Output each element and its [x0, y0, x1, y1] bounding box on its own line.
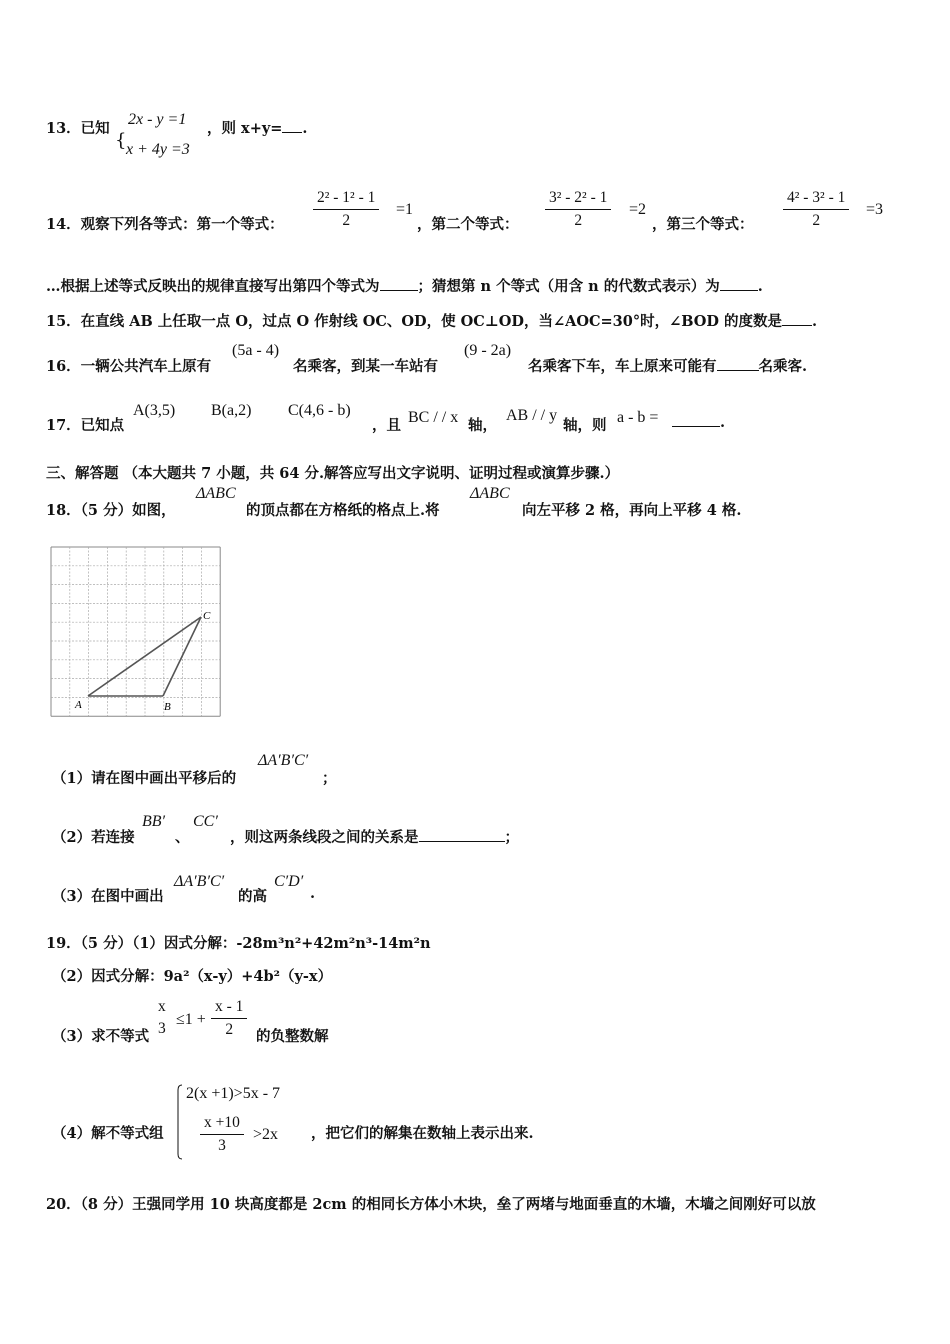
- q19-sys1: 2(x +1)>5x - 7: [186, 1085, 281, 1102]
- q19-sys2-fraction: $\frac{x +10}{3}$: [200, 1112, 244, 1157]
- triangle-abc: ΔABC: [196, 485, 236, 502]
- answer-blank[interactable]: [720, 278, 758, 291]
- question-20: 20．（8 分）王强同学用 10 块高度都是 2cm 的相同长方体小木块，垒了两堵与地面垂直的木墙，木墙之间刚好可以放: [46, 1196, 816, 1213]
- system-brace: {: [115, 130, 127, 151]
- q14-mid1: ，第二个等式：: [417, 216, 519, 233]
- q14-value-1: =1: [396, 201, 414, 218]
- q17-prefix: 17．已知点: [46, 417, 125, 434]
- q14-fraction-2: $\frac{\text{3² - 2² - 1}}{2}$: [545, 187, 611, 232]
- question-15: 15．在直线 AB 上任取一点 O，过点 O 作射线 OC、OD，使 OC⊥OD，当∠AOC=30°时，∠BOD 的度数是 .: [46, 313, 818, 330]
- point-a: A(3,5): [133, 402, 176, 419]
- q18-sub3: （3）在图中画出: [52, 888, 164, 905]
- bc-parallel-x: BC / / x: [408, 409, 459, 426]
- q18-sub2-sep: 、: [175, 829, 190, 846]
- q17-expr: a - b =: [617, 409, 659, 426]
- triangle-abc-2: ΔABC: [470, 485, 510, 502]
- section-heading: 三、解答题 （本大题共 7 小题，共 64 分.解答应写出文字说明、证明过程或演算步骤.）: [46, 465, 620, 482]
- q19-sys2-rhs: >2x: [253, 1126, 279, 1143]
- q19-line4-prefix: （4）解不等式组: [52, 1125, 164, 1142]
- q18-sub1-end: ；: [322, 770, 337, 787]
- q17-axis2: 轴，则: [563, 417, 607, 434]
- answer-blank[interactable]: [672, 414, 720, 427]
- q17-answer: .: [672, 414, 725, 431]
- q17-mid: ，且: [372, 417, 401, 434]
- q19-le: ≤1 +: [176, 1011, 206, 1028]
- segment-ac: [88, 617, 201, 696]
- q14-value-2: =2: [629, 201, 647, 218]
- q18-mid: 的顶点都在方格纸的格点上.将: [246, 502, 440, 519]
- q13-suffix: ，则 x+y= .: [207, 120, 308, 137]
- height-cd: C′D′: [274, 873, 304, 890]
- q18-sub1: （1）请在图中画出平移后的: [52, 770, 237, 787]
- q13-eq2: x + 4y =3: [126, 141, 190, 158]
- q14-mid2: ，第三个等式：: [652, 216, 754, 233]
- system-bracket: [176, 1084, 184, 1160]
- q16-tail: 名乘客下车，车上原来可能有 名乘客.: [528, 358, 808, 375]
- q16-mid: 名乘客，到某一车站有: [293, 358, 438, 375]
- answer-blank[interactable]: [282, 120, 302, 133]
- q18-sub2-tail: ，则这两条线段之间的关系是 ；: [230, 829, 519, 846]
- q19-line3-end: 的负整数解: [256, 1028, 329, 1045]
- q16-prefix: 16．一辆公共汽车上原有: [46, 358, 212, 375]
- label-b: B: [164, 701, 171, 713]
- label-c: C: [203, 610, 211, 622]
- q14-fraction-1: $\frac{\text{2² - 1² - 1}}{2}$: [313, 187, 379, 232]
- q19-fraction-x1: $\frac{x - 1}{2}$: [211, 996, 247, 1041]
- segment-bb-prime: BB′: [142, 813, 166, 830]
- point-b: B(a,2): [211, 402, 252, 419]
- answer-blank[interactable]: [419, 829, 505, 842]
- q14-value-3: =3: [866, 201, 884, 218]
- triangle-prime-1: ΔA′B′C′: [258, 752, 309, 769]
- answer-blank[interactable]: [380, 278, 418, 291]
- q16-expr1: (5a - 4): [232, 342, 280, 359]
- answer-blank[interactable]: [782, 313, 812, 326]
- q17-axis1: 轴，: [468, 417, 497, 434]
- grid-figure[interactable]: [50, 546, 222, 718]
- q16-expr2: (9 - 2a): [464, 342, 512, 359]
- q19-line4-end: ，把它们的解集在数轴上表示出来.: [311, 1125, 534, 1142]
- question-13: 13．已知: [46, 120, 110, 137]
- q14-fraction-3: $\frac{\text{4² - 3² - 1}}{2}$: [783, 187, 849, 232]
- ab-parallel-y: AB / / y: [506, 407, 558, 424]
- q18-sub3-end: .: [310, 885, 316, 902]
- segment-cc-prime: CC′: [193, 813, 218, 830]
- answer-blank[interactable]: [717, 358, 759, 371]
- q19-line1: 19．（5 分）（1）因式分解：-28m³n²+42m²n³-14m²n: [46, 935, 431, 952]
- q18-sub2: （2）若连接: [52, 829, 135, 846]
- q18-sub3-mid: 的高: [238, 888, 267, 905]
- triangle-prime-2: ΔA′B′C′: [174, 873, 225, 890]
- q14-continuation: …根据上述等式反映出的规律直接写出第四个等式为 ；猜想第 n 个等式（用含 n 的代数式表示）为 .: [46, 278, 763, 295]
- q18-end: 向左平移 2 格，再向上平移 4 格.: [522, 502, 742, 519]
- q13-eq1: 2x - y =1: [128, 111, 187, 128]
- q19-line2: （2）因式分解：9a²（x-y）+4b²（y-x）: [52, 968, 333, 985]
- point-c: C(4,6 - b): [288, 402, 351, 419]
- bracket-icon: [176, 1084, 184, 1160]
- q19-line3-prefix: （3）求不等式: [52, 1028, 150, 1045]
- label-a: A: [75, 699, 82, 711]
- q19-fraction-x3: x 3: [158, 998, 166, 1037]
- segment-bc: [163, 617, 201, 696]
- q14-prefix: 14．观察下列各等式：第一个等式：: [46, 216, 284, 233]
- q18-prefix: 18．（5 分）如图，: [46, 502, 176, 519]
